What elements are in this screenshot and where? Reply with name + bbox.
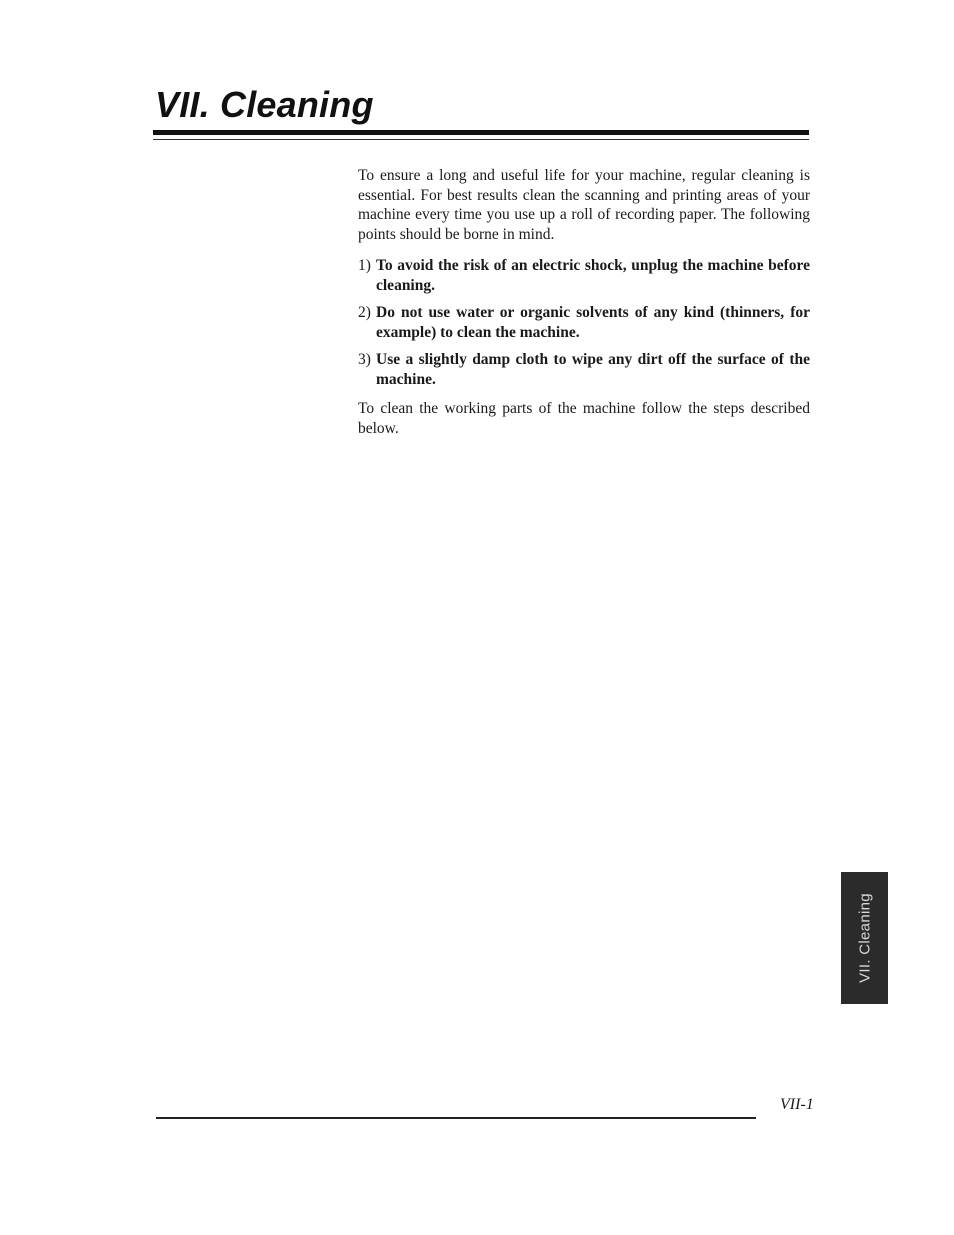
point-text: Do not use water or organic solvents of any kind (thinners, for example) to clean the machine. bbox=[376, 304, 810, 341]
chapter-side-tab bbox=[841, 872, 888, 1004]
outro-paragraph: To clean the working parts of the machine follow the steps described below. bbox=[358, 400, 810, 437]
cleaning-point bbox=[358, 303, 810, 342]
chapter-title: VII. Cleaning bbox=[155, 84, 374, 125]
main-content bbox=[358, 166, 810, 438]
cleaning-point bbox=[358, 350, 810, 389]
point-number: 2) bbox=[358, 304, 371, 321]
point-text: To avoid the risk of an electric shock, unplug the machine before cleaning. bbox=[376, 257, 810, 294]
page-number: VII-1 bbox=[780, 1096, 814, 1113]
point-number: 3) bbox=[358, 351, 371, 368]
point-number: 1) bbox=[358, 257, 371, 274]
intro-paragraph: To ensure a long and useful life for your machine, regular cleaning is essential. For best results clean the scanning and printing areas of your machine every time you use up a roll of recording paper. The following points should be borne in mind. bbox=[358, 167, 810, 243]
cleaning-point bbox=[358, 256, 810, 295]
title-rule-thick bbox=[153, 130, 809, 135]
footer-rule bbox=[156, 1117, 756, 1119]
point-text: Use a slightly damp cloth to wipe any dirt off the surface of the machine. bbox=[376, 351, 810, 388]
side-tab-label: VII. Cleaning bbox=[856, 893, 873, 983]
title-rule-thin bbox=[153, 139, 809, 140]
